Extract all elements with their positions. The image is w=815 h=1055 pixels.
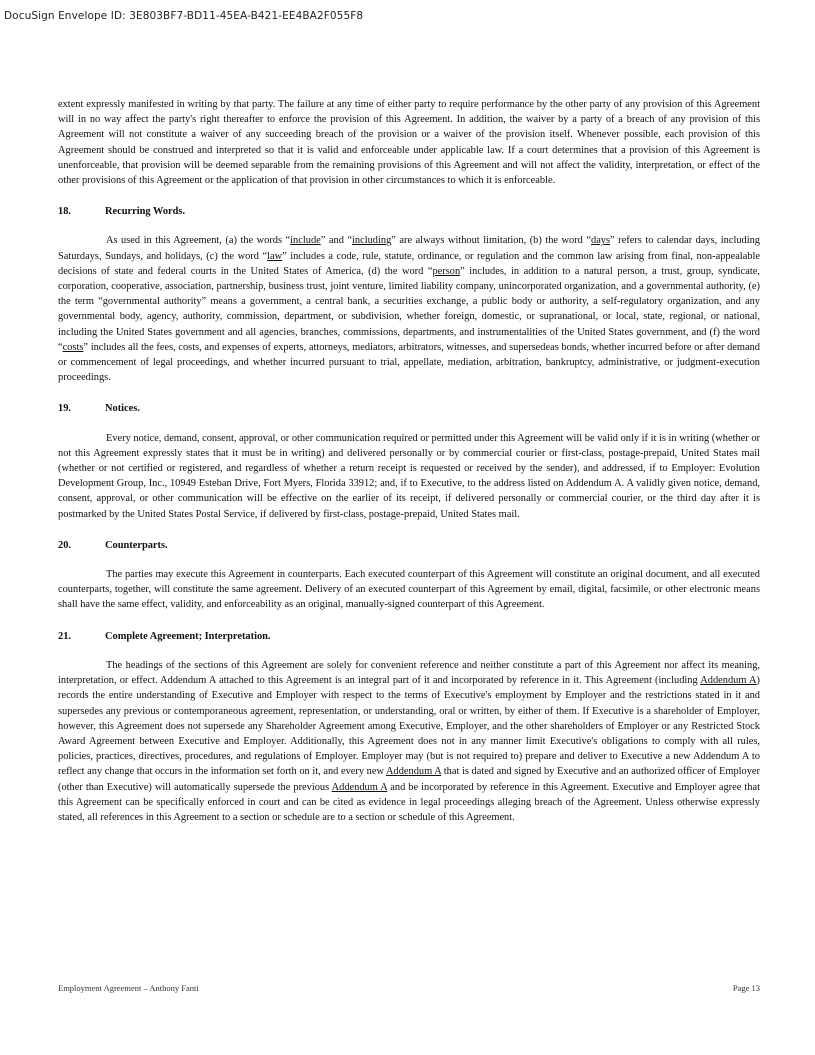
page-footer bbox=[58, 983, 760, 993]
section-17-continuation: extent expressly manifested in writing by that party. The failure at any time of either party to require performance by the other party of any provision of this Agreement will in no way affect the party's right thereafter to enforce the provision of this Agreement. In addition, the waiver by a party of a breach of any provision of this Agreement will not constitute a waiver of any succeeding breach of the provision or a waiver of the provision itself. Whenever possible, each provision of this Agreement should be construed and interpreted so that it is valid and enforceable under applicable law. If a court determines that a provision of this Agreement is unenforceable, that provision will be deemed separable from the remaining provisions of this Agreement and will not affect the validity, interpretation, or effect of the other provisions of this Agreement or the application of that provision in other circumstances to which it is enforceable. bbox=[58, 99, 760, 187]
section-number: 20. bbox=[58, 539, 71, 551]
section-21-text: The headings of the sections of this Agreement are solely for convenient reference and neither constitute a part of this Agreement nor affect its meaning, interpretation, or effect. Addendum A attached to this Agreement is an integral part of it and incorporated by reference in it. This Agreement (including Addendum A) records the entire understanding of Executive and Employer with respect to the terms of Executive's employment by Employer and the restrictions stated in it and supersedes any previous or contemporaneous agreement, representation, or understanding, oral or written, by either of them. If Executive is a shareholder of Employer, however, this Agreement does not supersede any Shareholder Agreement among Executive, Employer, and the other shareholders of Employer or any Restricted Stock Award Agreement between Executive and Employer. Additionally, this Agreement does not in any manner limit Executive's obligations to comply with all rules, policies, practices, directives, procedures, and regulations of Employer. Employer may (but is not required to) prepare and deliver to Executive a new Addendum A to reflect any change that occurs in the information set forth on it, and every new Addendum A that is dated and signed by Executive and an authorized officer of Employer (other than Executive) will automatically supersede the previous Addendum A and be incorporated by reference in this Agreement. Executive and Employer agree that this Agreement can be specifically enforced in court and can be cited as evidence in legal proceedings alleging breach of the Agreement. Unless otherwise expressly stated, all references in this Agreement to a section or schedule are to a section or schedule of this Agreement. bbox=[58, 659, 761, 823]
addendum-reference: Addendum A bbox=[386, 766, 442, 778]
section-20-text: The parties may execute this Agreement in counterparts. Each executed counterpart of this Agreement will constitute an original document, and all executed counterparts, together, will constitute the same agreement. Delivery of an executed counterpart of this Agreement by email, digital, facsimile, or other electronic means shall have the same effect, validity, and enforceability as an original, manually-signed counterpart of this Agreement. bbox=[58, 569, 760, 611]
envelope-id: DocuSign Envelope ID: 3E803BF7-BD11-45EA-B421-EE4BA2F055F8 bbox=[4, 10, 364, 22]
defined-term: including bbox=[352, 235, 392, 247]
defined-term: person bbox=[432, 265, 461, 277]
page-number: Page 13 bbox=[732, 983, 760, 993]
section-21-heading bbox=[58, 629, 760, 644]
section-title: Recurring Words. bbox=[105, 206, 186, 218]
section-number: 19. bbox=[58, 403, 71, 415]
defined-term: costs bbox=[62, 341, 84, 353]
section-19-text: Every notice, demand, consent, approval, or other communication required or permitted under this Agreement will be valid only if it is in writing (whether or not this Agreement expressly states that it must be in writing) and delivered personally or by commercial courier or first-class, postage-prepaid, United States mail (whether or not certified or registered, and regardless of whether a return receipt is requested or received by the sender), and addressed, if to Employer: Evolution Development Group, Inc., 10949 Esteban Drive, Fort Myers, Florida 33912; and, if to Executive, to the address listed on Addendum A. A validly given notice, demand, consent, approval, or other communication will be effective on the earlier of its receipt, if delivered personally or commercial courier, or the third day after it is postmarked by the United States Postal Service, if delivered by first-class, postage-prepaid, United States mail. bbox=[58, 432, 760, 520]
section-title: Counterparts. bbox=[105, 539, 168, 551]
section-number: 21. bbox=[58, 630, 71, 642]
addendum-reference: Addendum A bbox=[700, 675, 757, 687]
footer-title: Employment Agreement – Anthony Fanti bbox=[58, 983, 199, 993]
document-body bbox=[58, 97, 760, 825]
section-19-heading bbox=[58, 401, 760, 416]
section-title: Notices. bbox=[105, 403, 140, 415]
section-number: 18. bbox=[58, 206, 71, 218]
defined-term: include bbox=[290, 235, 321, 247]
defined-term: law bbox=[267, 250, 283, 262]
section-title: Complete Agreement; Interpretation. bbox=[105, 630, 271, 642]
section-20-heading bbox=[58, 538, 760, 553]
defined-term: days bbox=[591, 235, 611, 247]
section-18-text: As used in this Agreement, (a) the words “include” and “including” are always without limitation, (b) the word “days” refers to calendar days, including Saturdays, Sundays, and holidays, (c) the word “law” includes a code, rule, statute, ordinance, or regulation and the common law arising from final, non-appealable decisions of state and federal courts in the United States of America, (d) the word “person” includes, in addition to a natural person, a trust, group, syndicate, corporation, cooperative, association, partnership, business trust, joint venture, limited liability company, unincorporated organization, and a governmental authority, (e) the term “governmental authority” means a government, a central bank, a securities exchange, a public body or authority, a self-regulatory organization, and any governmental body, agency, authority, commission, department, or subdivision, whether foreign, domestic, or supranational, or local, state, regional, or national, including the United States government and all agencies, branches, commissions, departments, and instrumentalities of the United States government, and (f) the word “costs” includes all the fees, costs, and expenses of experts, attorneys, mediators, arbitrators, witnesses, and supersedeas bonds, whether incurred before or after demand or commencement of legal proceedings, and whether incurred pursuant to trial, appellate, mediation, arbitration, bankruptcy, administrative, or judgment-execution proceedings. bbox=[58, 235, 761, 384]
section-18-heading bbox=[58, 204, 760, 219]
addendum-reference: Addendum A bbox=[331, 781, 388, 793]
